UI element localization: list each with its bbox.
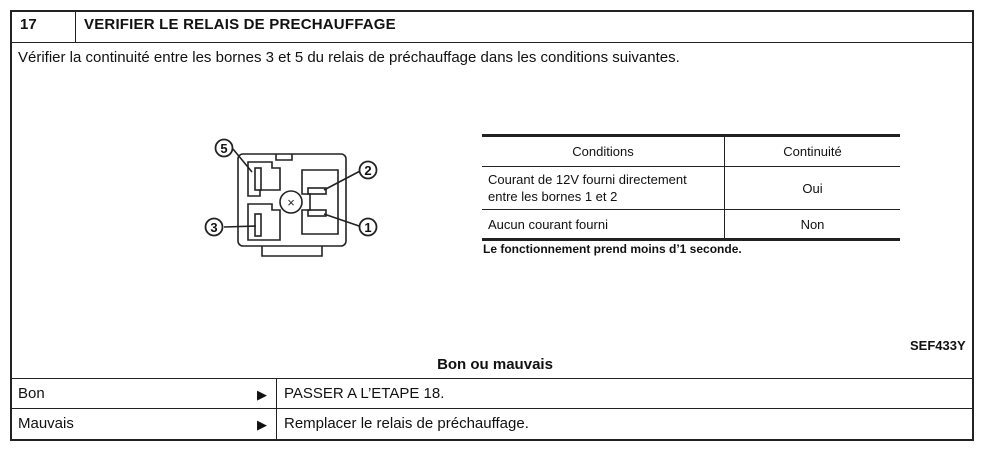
relay-connector-diagram bbox=[200, 130, 390, 260]
result-action-good: PASSER A L’ETAPE 18. bbox=[284, 385, 445, 402]
leader-3 bbox=[224, 226, 256, 227]
result-label-good: Bon bbox=[18, 385, 45, 402]
timing-note: Le fonctionnement prend moins d’1 seconde. bbox=[483, 242, 742, 256]
terminal-label-2: 2 bbox=[364, 163, 372, 178]
relay-top-notch bbox=[276, 154, 292, 160]
result-heading: Bon ou mauvais bbox=[437, 356, 553, 373]
arrow-right-icon: ▶ bbox=[257, 417, 267, 432]
terminal-1-blade bbox=[308, 210, 326, 216]
condition-line-2: entre les bornes 1 et 2 bbox=[488, 189, 618, 204]
step-instruction: Vérifier la continuité entre les bornes 3 et 5 du relais de préchauffage dans les conditions suivantes. bbox=[18, 49, 680, 66]
result-label-bad: Mauvais bbox=[18, 415, 74, 432]
leader-2 bbox=[324, 170, 362, 190]
relay-bottom-tab bbox=[262, 246, 322, 256]
terminal-label-1: 1 bbox=[364, 220, 372, 235]
terminal-2-blade bbox=[308, 188, 326, 194]
table-row bbox=[482, 167, 900, 210]
continuity-cell: Non bbox=[725, 210, 901, 240]
step-number: 17 bbox=[20, 16, 37, 33]
terminal-5-blade bbox=[255, 168, 261, 190]
table-row bbox=[482, 210, 900, 240]
terminal-5-housing bbox=[248, 162, 280, 196]
arrow-right-icon: ▶ bbox=[257, 387, 267, 402]
result-divider-top bbox=[10, 378, 974, 379]
step-title: VERIFIER LE RELAIS DE PRECHAUFFAGE bbox=[84, 16, 396, 33]
leader-1 bbox=[324, 214, 362, 227]
header-conditions: Conditions bbox=[482, 136, 725, 167]
center-mark: × bbox=[287, 195, 295, 210]
step-number-divider bbox=[75, 10, 76, 42]
continuity-cell: Oui bbox=[725, 167, 901, 210]
terminal-3-housing bbox=[248, 204, 280, 240]
terminal-right-housing bbox=[302, 170, 338, 234]
terminal-3-blade bbox=[255, 214, 261, 236]
leader-5 bbox=[233, 149, 252, 172]
result-divider-mid bbox=[10, 408, 974, 409]
condition-cell bbox=[482, 167, 725, 210]
terminal-label-5: 5 bbox=[220, 141, 228, 156]
condition-cell: Aucun courant fourni bbox=[482, 210, 725, 240]
result-column-divider bbox=[276, 378, 277, 441]
figure-code: SEF433Y bbox=[910, 338, 966, 353]
condition-line-1: Courant de 12V fourni directement bbox=[488, 172, 687, 187]
result-action-bad: Remplacer le relais de préchauffage. bbox=[284, 415, 529, 432]
header-divider bbox=[10, 42, 974, 43]
conditions-table bbox=[482, 134, 900, 241]
terminal-label-3: 3 bbox=[210, 220, 218, 235]
header-continuity: Continuité bbox=[725, 136, 901, 167]
